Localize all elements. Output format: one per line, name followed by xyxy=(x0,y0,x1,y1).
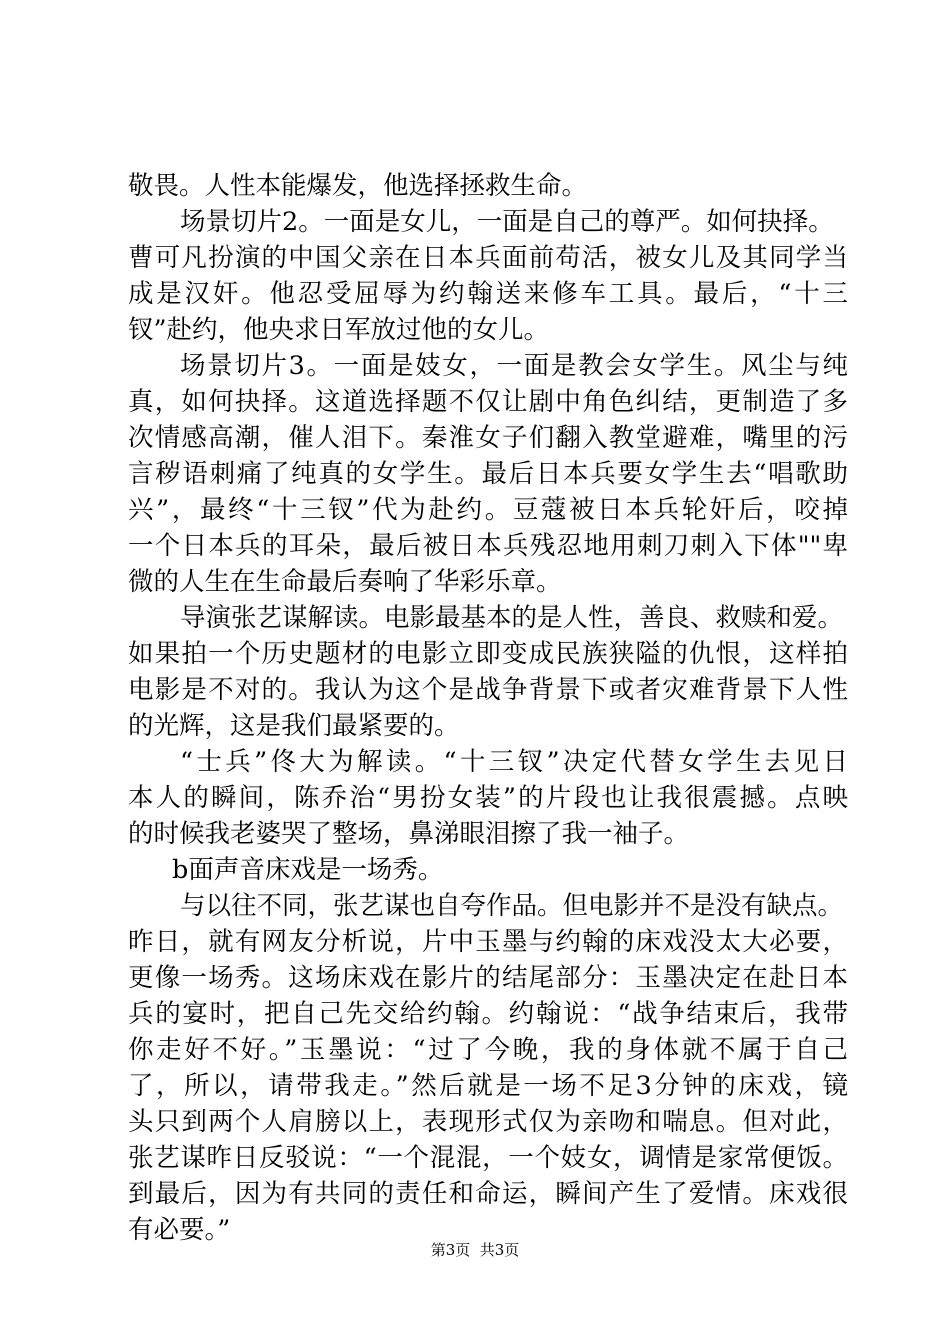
text-line: 有必要。” xyxy=(128,1215,231,1245)
text-line: 了，所以，请带我走。”然后就是一场不足3分钟的床戏，镜 xyxy=(128,1071,848,1101)
text-line: “士兵”佟大为解读。“十三钗”决定代替女学生去见日 xyxy=(180,747,848,777)
text-line: 场景切片2。一面是女儿，一面是自己的尊严。如何抉择。 xyxy=(180,207,834,237)
text-line: 更像一场秀。这场床戏在影片的结尾部分：玉墨决定在赴日本 xyxy=(128,963,848,993)
text-line: 成是汉奸。他忍受屈辱为约翰送来修车工具。最后，“十三 xyxy=(128,279,848,309)
document-body xyxy=(128,168,848,1248)
text-line: 微的人生在生命最后奏响了华彩乐章。 xyxy=(128,567,562,597)
text-line: 张艺谋昨日反驳说：“一个混混，一个妓女，调情是家常便饭。 xyxy=(128,1143,848,1173)
text-line: 真，如何抉择。这道选择题不仅让剧中角色纠结，更制造了多 xyxy=(128,387,848,417)
text-line: 兵的宴时，把自己先交给约翰。约翰说：“战争结束后，我带 xyxy=(128,999,848,1029)
text-line: 兴”，最终“十三钗”代为赴约。豆蔻被日本兵轮奸后，咬掉 xyxy=(128,495,848,525)
section-heading: b面声音床戏是一场秀。 xyxy=(172,855,444,885)
text-line: 到最后，因为有共同的责任和命运，瞬间产生了爱情。床戏很 xyxy=(128,1179,848,1209)
text-line: 次情感高潮，催人泪下。秦淮女子们翻入教堂避难，嘴里的污 xyxy=(128,423,848,453)
text-line: 敬畏。人性本能爆发，他选择拯救生命。 xyxy=(128,171,588,201)
text-line: 言秽语刺痛了纯真的女学生。最后日本兵要女学生去“唱歌助 xyxy=(128,459,848,489)
text-line: 场景切片3。一面是妓女，一面是教会女学生。风尘与纯 xyxy=(180,351,848,381)
text-line: 曹可凡扮演的中国父亲在日本兵面前苟活，被女儿及其同学当 xyxy=(128,243,848,273)
text-line: 如果拍一个历史题材的电影立即变成民族狭隘的仇恨，这样拍 xyxy=(128,639,848,669)
text-line: 本人的瞬间，陈乔治“男扮女装”的片段也让我很震撼。点映 xyxy=(128,783,848,813)
text-line: 你走好不好。”玉墨说：“过了今晚，我的身体就不属于自己 xyxy=(128,1035,848,1065)
page-number: 第3页 共3页 xyxy=(430,1241,520,1259)
text-line: 与以往不同，张艺谋也自夸作品。但电影并不是没有缺点。 xyxy=(180,891,844,921)
text-line: 电影是不对的。我认为这个是战争背景下或者灾难背景下人性 xyxy=(128,675,848,705)
text-line: 的光辉，这是我们最紧要的。 xyxy=(128,711,460,741)
text-line: 头只到两个人肩膀以上，表现形式仅为亲吻和喘息。但对此， xyxy=(128,1107,848,1137)
text-line: 昨日，就有网友分析说，片中玉墨与约翰的床戏没太大必要， xyxy=(128,927,848,957)
text-line: 的时候我老婆哭了整场，鼻涕眼泪擦了我一袖子。 xyxy=(128,819,690,849)
text-line: 导演张艺谋解读。电影最基本的是人性，善良、救赎和爱。 xyxy=(180,603,844,633)
text-line: 一个日本兵的耳朵，最后被日本兵残忍地用刺刀刺入下体""卑 xyxy=(128,531,848,561)
text-line: 钗”赴约，他央求日军放过他的女儿。 xyxy=(128,315,550,345)
